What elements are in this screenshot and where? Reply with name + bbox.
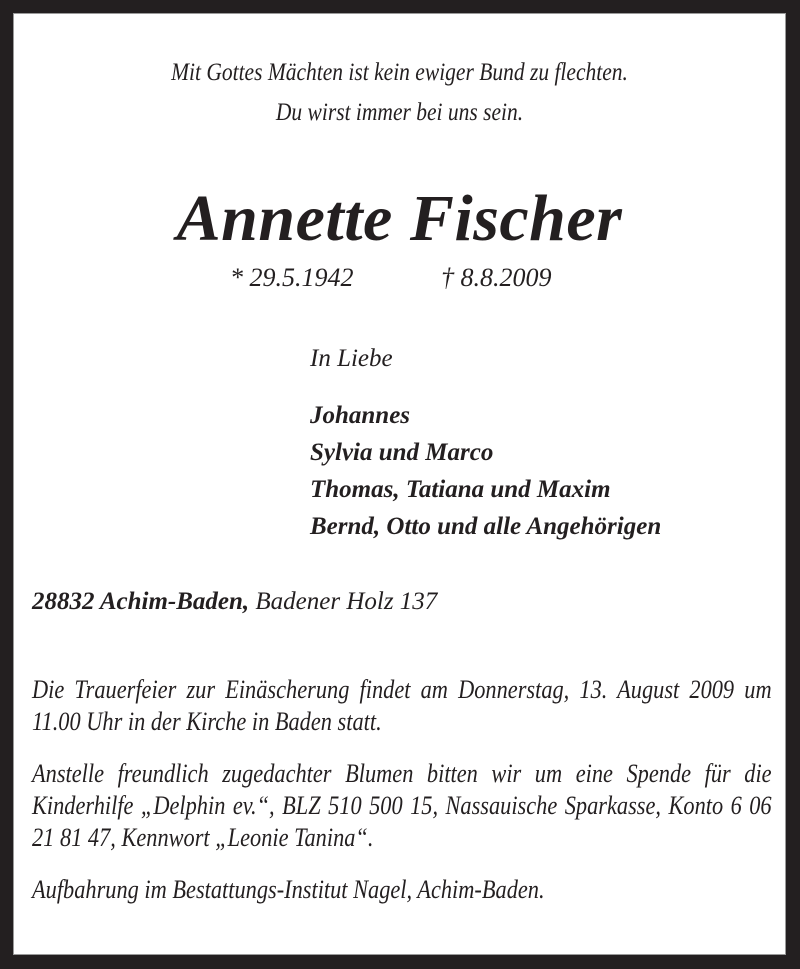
mourner-item: Bernd, Otto und alle Angehörigen xyxy=(310,513,662,540)
viewing-text: Aufbahrung im Bestattungs-Institut Nagel, Achim-Baden. xyxy=(32,875,545,904)
family-address xyxy=(32,588,437,616)
deceased-name: Annette Fischer xyxy=(176,182,623,255)
in-love-label: In Liebe xyxy=(310,345,393,372)
motto-line-2: Du wirst immer bei uns sein. xyxy=(275,99,524,126)
funeral-service-paragraph xyxy=(32,674,772,738)
address-city: 28832 Achim-Baden, xyxy=(32,588,250,615)
mourners-list xyxy=(310,397,661,545)
mourner-item: Thomas, Tatiana und Maxim xyxy=(310,476,611,503)
death-date: † 8.8.2009 xyxy=(441,263,552,292)
motto-line-1: Mit Gottes Mächten ist kein ewiger Bund zu flechten. xyxy=(171,59,628,86)
donation-text: Anstelle freundlich zugedachter Blumen bitten wir um eine Spende für die Kinderhilfe „Delphin ev.“, BLZ 510 500 15, Nassauische Sparkasse, Konto 6 06 21 81 47, Kennwort „Leonie Tanina“. xyxy=(32,759,772,852)
funeral-service-text: Die Trauerfeier zur Einäscherung findet am Donnerstag, 13. August 2009 um 11.00 Uhr in der Kirche in Baden statt. xyxy=(32,675,772,736)
obituary-card xyxy=(13,13,786,955)
mourner-item: Sylvia und Marco xyxy=(310,439,494,466)
address-street: Badener Holz 137 xyxy=(255,588,438,615)
viewing-paragraph xyxy=(32,874,772,906)
donation-paragraph xyxy=(32,758,772,854)
birth-date: * 29.5.1942 xyxy=(230,263,354,292)
mourner-item: Johannes xyxy=(310,402,411,429)
